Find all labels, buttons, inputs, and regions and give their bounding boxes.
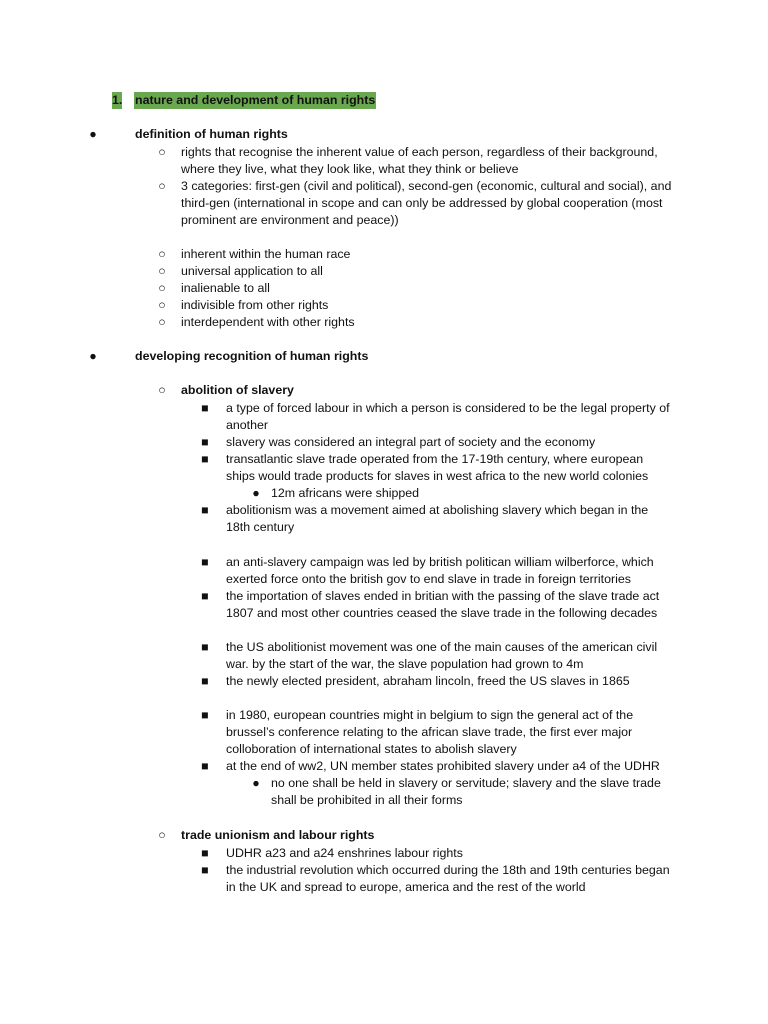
list-item-text: 12m africans were shipped [271,486,420,500]
list-item-text: another [226,418,269,432]
list-item-text: the industrial revolution which occurred during the 18th and 19th centuries began [226,863,670,877]
list-item-text: abolitionism was a movement aimed at abolishing slavery which began in the [226,503,649,517]
list-item-text: ships would trade products for slaves in west africa to the new world colonies [226,469,649,483]
list-item-text: at the end of ww2, UN member states prohibited slavery under a4 of the UDHR [226,759,660,773]
list-item-text: indivisible from other rights [181,298,329,312]
list-item-text: shall be prohibited in all their forms [271,793,463,807]
circle-bullet-icon: ○ [158,145,166,159]
square-bullet-icon: ■ [201,846,209,860]
list-item-text: 3 categories: first-gen (civil and political), second-gen (economic, cultural and social), and [181,179,672,193]
square-bullet-icon: ■ [201,589,209,603]
list-item-text: the US abolitionist movement was one of the main causes of the american civil [226,640,658,654]
list-item-text: UDHR a23 and a24 enshrines labour rights [226,846,463,860]
disc-bullet-icon: ● [89,349,97,363]
list-item-text: 1807 and most other countries ceased the slave trade in the following decades [226,606,658,620]
square-bullet-icon: ■ [201,503,209,517]
disc-bullet-icon: ● [252,776,260,790]
list-item-text: prominent are environment and peace)) [181,213,399,227]
circle-bullet-icon: ○ [158,315,166,329]
list-item-text: inalienable to all [181,281,270,295]
square-bullet-icon: ■ [201,863,209,877]
heading-number: 1. [112,93,123,107]
disc-bullet-icon: ● [252,486,260,500]
list-item-text: transatlantic slave trade operated from the 17-19th century, where european [226,452,644,466]
circle-bullet-icon: ○ [158,264,166,278]
list-item-text: rights that recognise the inherent value of each person, regardless of their background, [181,145,658,159]
subsection-title: trade unionism and labour rights [181,828,375,842]
list-item-text: where they live, what they look like, what they think or believe [181,162,519,176]
list-item-text: war. by the start of the war, the slave population had grown to 4m [226,657,584,671]
list-item-text: 18th century [226,520,295,534]
square-bullet-icon: ■ [201,452,209,466]
list-item-text: in 1980, european countries might in belgium to sign the general act of the [226,708,634,722]
list-item-text: slavery was considered an integral part of society and the economy [226,435,596,449]
page-title: nature and development of human rights [135,93,376,107]
square-bullet-icon: ■ [201,401,209,415]
square-bullet-icon: ■ [201,555,209,569]
circle-bullet-icon: ○ [158,179,166,193]
circle-bullet-icon: ○ [158,383,166,397]
list-item-text: interdependent with other rights [181,315,355,329]
subsection-title: abolition of slavery [181,383,294,397]
list-item-text: a type of forced labour in which a person is considered to be the legal property of [226,401,670,415]
disc-bullet-icon: ● [89,127,97,141]
list-item-text: third-gen (international in scope and can only be addressed by global cooperation (most [181,196,663,210]
square-bullet-icon: ■ [201,674,209,688]
section-title: developing recognition of human rights [135,349,369,363]
list-item-text: the newly elected president, abraham lincoln, freed the US slaves in 1865 [226,674,630,688]
square-bullet-icon: ■ [201,640,209,654]
square-bullet-icon: ■ [201,759,209,773]
list-item-text: the importation of slaves ended in britian with the passing of the slave trade act [226,589,660,603]
list-item-text: no one shall be held in slavery or servitude; slavery and the slave trade [271,776,661,790]
circle-bullet-icon: ○ [158,247,166,261]
list-item-text: an anti-slavery campaign was led by british politican william wilberforce, which [226,555,654,569]
section-title: definition of human rights [135,127,288,141]
square-bullet-icon: ■ [201,435,209,449]
list-item-text: universal application to all [181,264,323,278]
list-item-text: inherent within the human race [181,247,351,261]
circle-bullet-icon: ○ [158,298,166,312]
list-item-text: exerted force onto the british gov to end slave in trade in foreign territories [226,572,631,586]
list-item-text: in the UK and spread to europe, america and the rest of the world [226,880,586,894]
list-item-text: colloboration of international states to abolish slavery [226,742,517,756]
circle-bullet-icon: ○ [158,281,166,295]
square-bullet-icon: ■ [201,708,209,722]
list-item-text: brussel’s conference relating to the african slave trade, the first ever major [226,725,633,739]
circle-bullet-icon: ○ [158,828,166,842]
